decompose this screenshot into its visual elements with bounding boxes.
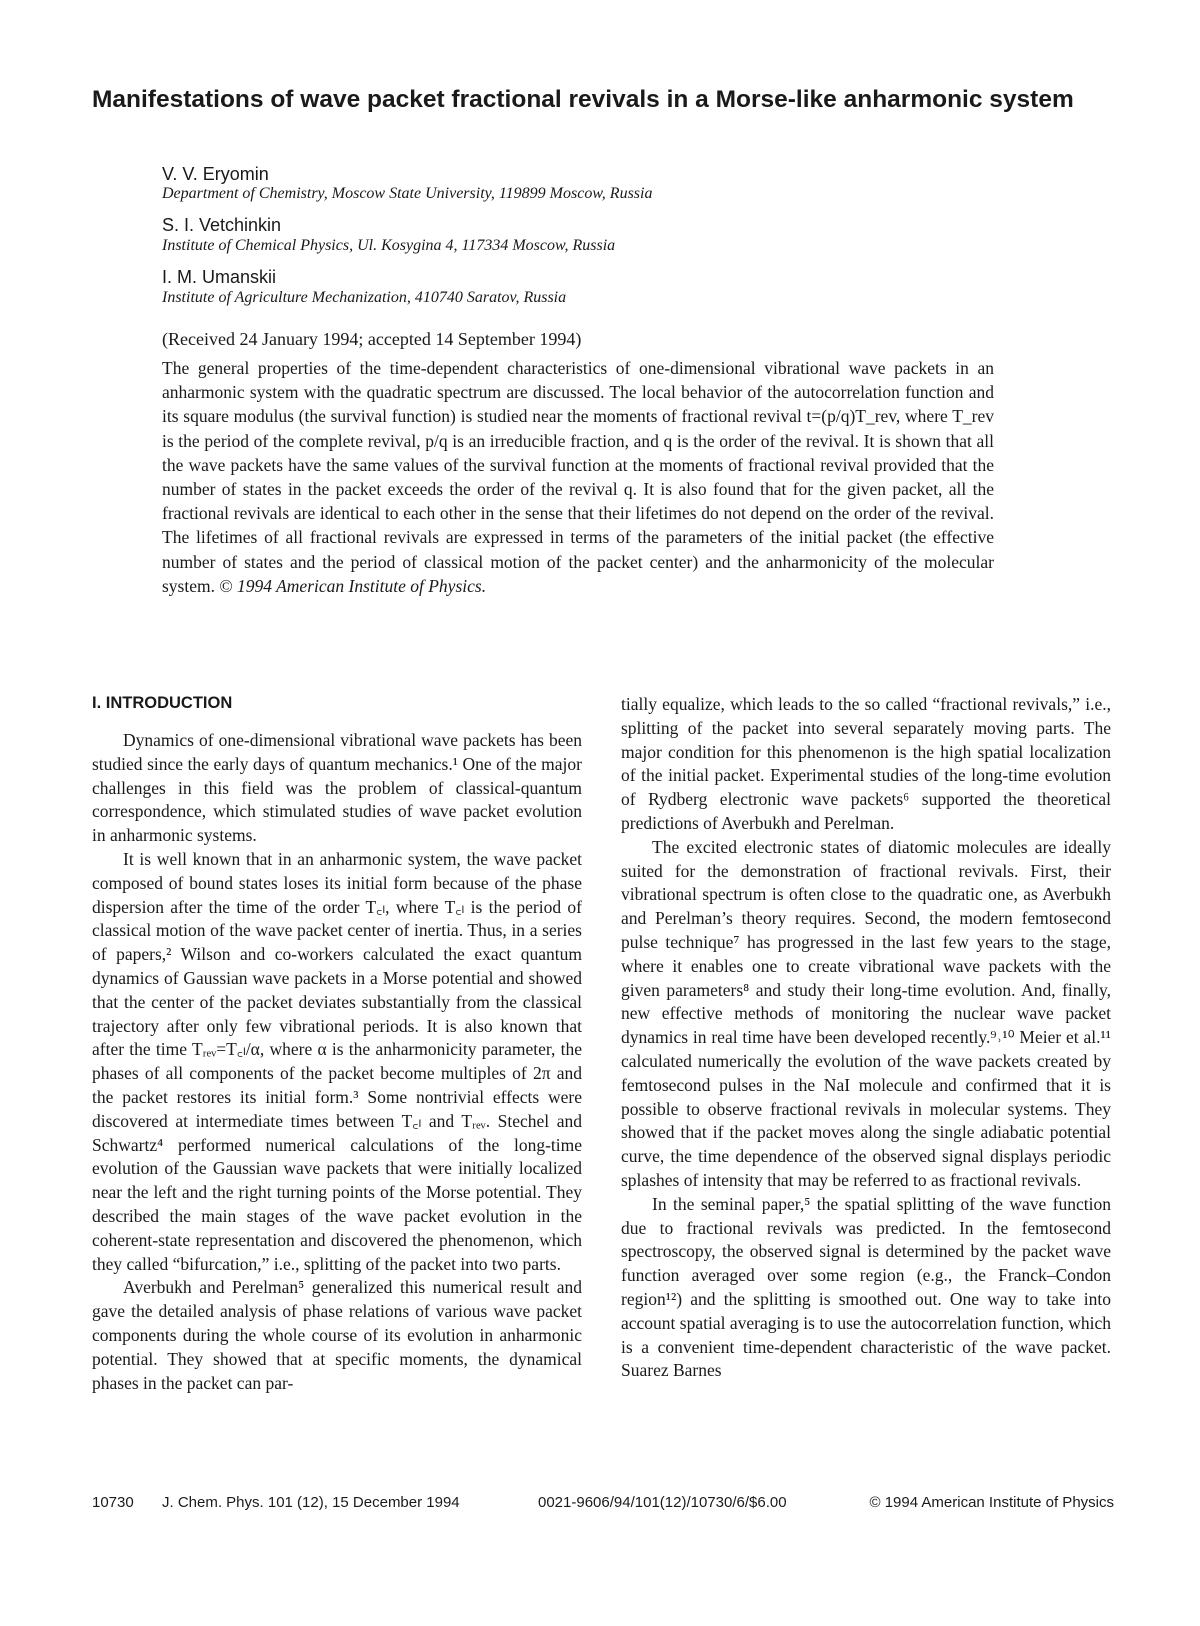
left-column [92,729,582,1395]
copyright-symbol: © [219,575,233,596]
abstract [162,356,994,598]
author-name: S. I. Vetchinkin [162,215,282,235]
footer-copyright: © 1994 American Institute of Physics [869,1494,1114,1511]
article-code: 0021-9606/94/101(12)/10730/6/$6.00 [538,1494,787,1511]
body-paragraph: In the seminal paper,⁵ the spatial splitting of the wave function due to fractional revivals was predicted. In the femtosecond spectroscopy, the observed signal is determined by the packet wave function averaged over some region (e.g., the Franck–Condon region¹²) and the splitting is smoothed out. One way to take into account spatial averaging is to use the autocorrelation function, which is a convenient time-dependent characteristic of the wave packet. Suarez Barnes [621,1193,1111,1381]
body-paragraph: Dynamics of one-dimensional vibrational wave packets has been studied since the early days of quantum mechanics.¹ One of the major challenges in this field was the problem of classical-quantum correspondence, which stimulated studies of wave packet evolution in anharmonic systems. [92,730,582,846]
received-dates: (Received 24 January 1994; accepted 14 September 1994) [162,329,582,349]
page-footer [92,1494,1114,1516]
author-name: I. M. Umanskii [162,267,277,287]
page-number: 10730 [92,1494,134,1511]
right-column [621,693,1111,1383]
author-affiliation: Institute of Agriculture Mechanization, 410740 Saratov, Russia [162,289,567,306]
body-paragraph: It is well known that in an anharmonic system, the wave packet composed of bound states loses its initial form because of the phase dispersion after the time of the order T꜀ₗ, where T꜀ₗ is the period of classical motion of the wave packet center of inertia. Thus, in a series of papers,² Wilson and co-workers calculated the exact quantum dynamics of Gaussian wave packets in a Morse potential and showed that the center of the packet deviates substantially from the classical trajectory after only few vibrational periods. It is also known that after the time Tᵣₑᵥ=T꜀ₗ/α, where α is the anharmonicity parameter, the phases of all components of the packet become multiples of 2π and the packet restores its initial form.³ Some nontrivial effects were discovered at intermediate times between T꜀ₗ and Tᵣₑᵥ. Stechel and Schwartz⁴ performed numerical calculations of the long-time evolution of the Gaussian wave packets that were initially localized near the left and the right turning points of the Morse potential. They described the main stages of the wave packet evolution in the coherent-state representation and discovered the phenomenon, which they called “bifurcation,” i.e., splitting of the packet into two parts. [92,848,582,1274]
author-affiliation: Institute of Chemical Physics, Ul. Kosygina 4, 117334 Moscow, Russia [162,237,616,254]
journal-citation: J. Chem. Phys. 101 (12), 15 December 1994 [162,1494,460,1511]
body-paragraph: tially equalize, which leads to the so called “fractional revivals,” i.e., splitting of the packet into several separately moving parts. The major condition for this phenomenon is the high spatial localization of the initial packet. Experimental studies of the long-time evolution of Rydberg electronic wave packets⁶ supported the theoretical predictions of Averbukh and Perelman. [621,694,1111,833]
abstract-copyright: 1994 American Institute of Physics. [237,575,487,596]
body-paragraph: The excited electronic states of diatomic molecules are ideally suited for the demonstration of fractional revivals. First, their vibrational spectrum is often close to the quadratic one, as Averbukh and Perelman’s theory requires. Second, the modern femtosecond pulse technique⁷ has progressed in the last few years to the stage, where it enables one to create vibrational wave packets with the given parameters⁸ and study their long-time evolution. And, finally, new effective methods of monitoring the nuclear wave packet dynamics in real time have been developed recently.⁹˒¹⁰ Meier et al.¹¹ calculated numerically the evolution of the wave packets created by femtosecond pulses in the NaI molecule and confirmed that it is possible to observe fractional revivals in molecular systems. They showed that if the packet moves along the single adiabatic potential curve, the time dependence of the observed signal displays periodic splashes of intensity that may be referred to as fractional revivals. [621,836,1111,1190]
abstract-text: The general properties of the time-dependent characteristics of one-dimensional vibrational wave packets in an anharmonic system with the quadratic spectrum are discussed. The local behavior of the autocorrelation function and its square modulus (the survival function) is studied near the moments of fractional revival t=(p/q)T_rev, where T_rev is the period of the complete revival, p/q is an irreducible fraction, and q is the order of the revival. It is shown that all the wave packets have the same values of the survival function at the moments of fractional revival provided that the number of states in the packet exceeds the order of the revival q. It is also found that for the given packet, all the fractional revivals are identical to each other in the sense that their lifetimes do not depend on the order of the revival. The lifetimes of all fractional revivals are expressed in terms of the parameters of the initial packet (the effective number of states and the period of classical motion of the packet center) and the anharmonicity of the molecular system. [162,358,994,596]
section-heading: I. INTRODUCTION [92,694,233,712]
author-name: V. V. Eryomin [162,164,269,184]
paper-title: Manifestations of wave packet fractional revivals in a Morse-like anharmonic system [92,86,1074,113]
author-affiliation: Department of Chemistry, Moscow State University, 119899 Moscow, Russia [162,185,653,202]
body-paragraph: Averbukh and Perelman⁵ generalized this numerical result and gave the detailed analysis of phase relations of various wave packet components during the whole course of its evolution in anharmonic potential. They showed that at specific moments, the dynamical phases in the packet can par- [92,1277,582,1393]
